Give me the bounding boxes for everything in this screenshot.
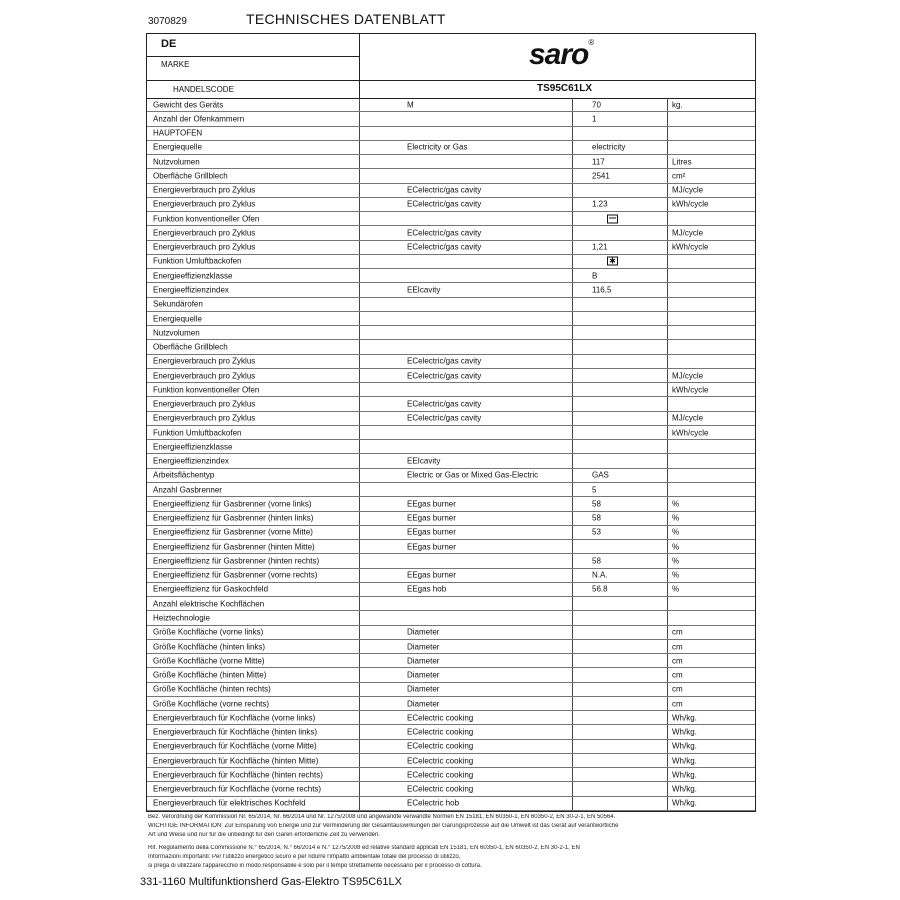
row-label: Funktion Umluftbackofen bbox=[153, 428, 242, 438]
row-description: Diameter bbox=[407, 627, 440, 637]
row-description: ECelectric/gas cavity bbox=[407, 228, 482, 238]
row-label: Anzahl elektrische Kochflächen bbox=[153, 599, 265, 609]
row-description: ECelectric hob bbox=[407, 798, 460, 808]
row-value: electricity bbox=[592, 142, 626, 152]
row-unit: Wh/kg. bbox=[672, 770, 697, 780]
row-value: 117 bbox=[592, 157, 605, 167]
row-description: M bbox=[407, 100, 414, 110]
row-unit: kWh/cycle bbox=[672, 242, 709, 252]
header-left-cell bbox=[147, 34, 360, 81]
table-row bbox=[147, 768, 755, 782]
row-label: Größe Kochfläche (hinten Mitte) bbox=[153, 670, 267, 680]
table-row bbox=[147, 740, 755, 754]
row-unit: Wh/kg. bbox=[672, 798, 697, 808]
row-value: B bbox=[592, 271, 598, 281]
row-description: ECelectric cooking bbox=[407, 727, 474, 737]
row-label: Energieeffizienzindex bbox=[153, 285, 229, 295]
table-row bbox=[147, 583, 755, 597]
table-row bbox=[147, 497, 755, 511]
table-row bbox=[147, 569, 755, 583]
row-label: Energieverbrauch pro Zyklus bbox=[153, 185, 256, 195]
table-row bbox=[147, 98, 755, 112]
row-unit: Wh/kg. bbox=[672, 713, 697, 723]
footnote-line: Rif. Regolamento della Commissione N.° 65/2014, N.° 66/2014 e N.° 1275/2008 ed relative standard applicati EN 15181, EN 60350-1, EN 60350-2, EN 30-2-1, EN bbox=[148, 845, 580, 851]
row-label: Energieeffizienz für Gasbrenner (vorne rechts) bbox=[153, 570, 318, 580]
row-description: EEgas burner bbox=[407, 513, 456, 523]
table-row bbox=[147, 668, 755, 682]
row-label: Funktion Umluftbackofen bbox=[153, 256, 242, 266]
row-label: Energieverbrauch für Kochfläche (hinten Mitte) bbox=[153, 756, 319, 766]
fan-oven-icon: ✱ bbox=[607, 257, 618, 266]
row-label: Größe Kochfläche (vorne links) bbox=[153, 627, 264, 637]
row-description: EEIcavity bbox=[407, 285, 441, 295]
row-unit: kWh/cycle bbox=[672, 385, 709, 395]
brand-label: MARKE bbox=[147, 56, 359, 69]
table-row bbox=[147, 597, 755, 611]
table-row bbox=[147, 255, 755, 269]
row-label: Energieeffizienzklasse bbox=[153, 271, 233, 281]
row-unit: cm bbox=[672, 699, 683, 709]
row-description: Diameter bbox=[407, 684, 440, 694]
row-description: ECelectric/gas cavity bbox=[407, 399, 482, 409]
row-unit: cm bbox=[672, 670, 683, 680]
row-unit: % bbox=[672, 513, 680, 523]
row-value: 1.23 bbox=[592, 199, 608, 209]
table-row bbox=[147, 312, 755, 326]
row-unit: % bbox=[672, 499, 680, 509]
table-row bbox=[147, 483, 755, 497]
row-value: GAS bbox=[592, 470, 609, 480]
table-row bbox=[147, 369, 755, 383]
row-unit: cm² bbox=[672, 171, 686, 181]
language-code: DE bbox=[161, 38, 177, 50]
row-label: Energieverbrauch für Kochfläche (vorne rechts) bbox=[153, 784, 322, 794]
row-label: Energieverbrauch für Kochfläche (vorne Mitte) bbox=[153, 741, 317, 751]
row-unit: % bbox=[672, 584, 680, 594]
row-description: ECelectric/gas cavity bbox=[407, 185, 482, 195]
row-label: Energieverbrauch pro Zyklus bbox=[153, 199, 256, 209]
row-value: 56.8 bbox=[592, 584, 608, 594]
row-unit: MJ/cycle bbox=[672, 228, 704, 238]
row-description: ECelectric/gas cavity bbox=[407, 356, 482, 366]
row-description: ECelectric cooking bbox=[407, 784, 474, 794]
row-unit: kWh/cycle bbox=[672, 199, 709, 209]
row-label: Oberfläche Grillblech bbox=[153, 171, 228, 181]
header-logo-cell bbox=[359, 34, 755, 81]
datasheet-table bbox=[146, 33, 756, 812]
row-label: Nutzvolumen bbox=[153, 157, 200, 167]
row-label: Energiequelle bbox=[153, 142, 202, 152]
row-label: Energieeffizienz für Gaskochfeld bbox=[153, 584, 269, 594]
row-unit: MJ/cycle bbox=[672, 371, 704, 381]
row-value: 53 bbox=[592, 527, 601, 537]
table-row bbox=[147, 725, 755, 739]
row-description: Electric or Gas or Mixed Gas-Electric bbox=[407, 470, 539, 480]
table-row bbox=[147, 540, 755, 554]
table-row bbox=[147, 782, 755, 796]
table-row bbox=[147, 269, 755, 283]
row-description: EEgas burner bbox=[407, 527, 456, 537]
row-unit: kg. bbox=[672, 100, 683, 110]
row-label: Energieverbrauch für Kochfläche (hinten rechts) bbox=[153, 770, 323, 780]
row-unit: Wh/kg. bbox=[672, 741, 697, 751]
footnote-line: Art und Weise und nur für die unbedingt für den Garen erforderliche Zeit zu verwenden. bbox=[148, 832, 381, 838]
row-label: Heiztechnologie bbox=[153, 613, 210, 623]
table-row bbox=[147, 397, 755, 411]
row-label: Energieverbrauch für Kochfläche (vorne links) bbox=[153, 713, 316, 723]
row-label: Energieverbrauch für Kochfläche (hinten links) bbox=[153, 727, 318, 737]
registered-mark-icon: ® bbox=[588, 38, 594, 47]
table-row bbox=[147, 754, 755, 768]
row-unit: MJ/cycle bbox=[672, 413, 704, 423]
row-label: Energieeffizienz für Gasbrenner (hinten links) bbox=[153, 513, 314, 523]
table-row bbox=[147, 797, 755, 811]
row-label: Energieeffizienz für Gasbrenner (hinten rechts) bbox=[153, 556, 320, 566]
row-label: Energiequelle bbox=[153, 314, 202, 324]
table-row bbox=[147, 383, 755, 397]
table-row bbox=[147, 184, 755, 198]
row-description: EEgas burner bbox=[407, 542, 456, 552]
row-value: 1 bbox=[592, 114, 597, 124]
row-description: Diameter bbox=[407, 670, 440, 680]
conventional-oven-icon bbox=[607, 214, 618, 223]
table-row bbox=[147, 141, 755, 155]
datasheet bbox=[140, 8, 760, 868]
row-unit: cm bbox=[672, 627, 683, 637]
table-row bbox=[147, 440, 755, 454]
row-label: Energieverbrauch pro Zyklus bbox=[153, 399, 256, 409]
table-row bbox=[147, 283, 755, 297]
row-unit: % bbox=[672, 556, 680, 566]
row-description: ECelectric/gas cavity bbox=[407, 371, 482, 381]
table-row bbox=[147, 554, 755, 568]
row-description: ECelectric/gas cavity bbox=[407, 413, 482, 423]
table-row bbox=[147, 697, 755, 711]
row-label: Größe Kochfläche (hinten links) bbox=[153, 642, 266, 651]
row-description: Diameter bbox=[407, 642, 440, 651]
row-label: Anzahl Gasbrenner bbox=[153, 485, 222, 495]
row-description: ECelectric cooking bbox=[407, 713, 474, 723]
row-unit: cm bbox=[672, 656, 683, 666]
row-label: Größe Kochfläche (vorne Mitte) bbox=[153, 656, 265, 666]
footnote-line: WICHTIGE INFORMATION: Zur Einsparung von Energie und zur Verminderung der Gesamtauswirkungen der Garungsprozesse auf die Umwelt ist das Gerät auf verantwortliche bbox=[148, 823, 619, 829]
row-label: Oberfläche Grillblech bbox=[153, 342, 228, 352]
row-unit: % bbox=[672, 570, 680, 580]
row-description: EEgas burner bbox=[407, 499, 456, 509]
data-grid bbox=[147, 98, 755, 811]
footnote-line: Informazioni importanti: Per l'utilizzo energetico sicuro e per ridurre l'impatto ambientale totale del processo di utilizzo, bbox=[148, 854, 461, 860]
row-value: 58 bbox=[592, 513, 601, 523]
row-label: Gewicht des Geräts bbox=[153, 100, 224, 110]
row-unit: Wh/kg. bbox=[672, 727, 697, 737]
row-description: ECelectric cooking bbox=[407, 770, 474, 780]
row-label: HAUPTOFEN bbox=[153, 128, 203, 138]
row-description: Electricity or Gas bbox=[407, 142, 468, 152]
row-unit: cm bbox=[672, 642, 683, 651]
table-row bbox=[147, 298, 755, 312]
table-row bbox=[147, 169, 755, 183]
row-unit: Wh/kg. bbox=[672, 756, 697, 766]
row-label: Energieeffizienz für Gasbrenner (hinten Mitte) bbox=[153, 542, 315, 552]
row-value: N.A. bbox=[592, 570, 608, 580]
row-description: ECelectric cooking bbox=[407, 756, 474, 766]
table-row bbox=[147, 611, 755, 625]
row-description: EEgas burner bbox=[407, 570, 456, 580]
table-row bbox=[147, 198, 755, 212]
row-description: ECelectric cooking bbox=[407, 741, 474, 751]
model-code: TS95C61LX bbox=[537, 83, 593, 94]
row-value: 116,5 bbox=[592, 285, 612, 295]
row-label: Energieeffizienzindex bbox=[153, 456, 229, 466]
row-unit: Litres bbox=[672, 157, 692, 167]
row-label: Arbeitsflächentyp bbox=[153, 470, 215, 480]
row-description: EEgas hob bbox=[407, 584, 447, 594]
table-row bbox=[147, 340, 755, 354]
row-label: Energieeffizienzklasse bbox=[153, 442, 233, 452]
row-description: EEIcavity bbox=[407, 456, 441, 466]
table-row bbox=[147, 426, 755, 440]
row-unit: % bbox=[672, 527, 680, 537]
document-code: 3070829 bbox=[148, 16, 187, 27]
row-value: 70 bbox=[592, 100, 601, 110]
row-label: Nutzvolumen bbox=[153, 328, 200, 338]
table-row bbox=[147, 226, 755, 240]
saro-logo bbox=[529, 38, 593, 72]
logo-text: saro bbox=[529, 38, 589, 71]
document-title: TECHNISCHES DATENBLATT bbox=[246, 11, 446, 27]
row-description: ECelectric/gas cavity bbox=[407, 199, 482, 209]
row-value: 58 bbox=[592, 499, 601, 509]
row-label: Größe Kochfläche (vorne rechts) bbox=[153, 699, 270, 709]
table-row bbox=[147, 241, 755, 255]
footnote-line: si prega di utilizzare l'apparecchio in modo responsabile e solo per il tempo strettamente necessario per il processo di cottura. bbox=[148, 863, 482, 869]
table-row bbox=[147, 326, 755, 340]
row-label: Energieverbrauch pro Zyklus bbox=[153, 228, 256, 238]
row-label: Funktion konventioneller Ofen bbox=[153, 214, 260, 224]
table-row bbox=[147, 127, 755, 141]
row-value: 5 bbox=[592, 485, 597, 495]
row-value: 58 bbox=[592, 556, 601, 566]
row-unit: kWh/cycle bbox=[672, 428, 709, 438]
row-description: Diameter bbox=[407, 656, 440, 666]
table-row bbox=[147, 455, 755, 469]
table-row bbox=[147, 469, 755, 483]
row-label: Anzahl der Ofenkammern bbox=[153, 114, 245, 124]
row-label: Energieverbrauch pro Zyklus bbox=[153, 371, 256, 381]
row-label: Energieverbrauch pro Zyklus bbox=[153, 242, 256, 252]
table-row bbox=[147, 412, 755, 426]
row-label: Energieeffizienz für Gasbrenner (vorne Mitte) bbox=[153, 527, 313, 537]
table-row bbox=[147, 654, 755, 668]
table-row bbox=[147, 512, 755, 526]
row-unit: % bbox=[672, 542, 680, 552]
row-label: Sekundärofen bbox=[153, 299, 203, 309]
table-row bbox=[147, 683, 755, 697]
page-caption: 331-1160 Multifunktionsherd Gas-Elektro TS95C61LX bbox=[140, 876, 402, 888]
row-unit: MJ/cycle bbox=[672, 185, 704, 195]
trade-code-label: HANDELSCODE bbox=[173, 85, 234, 94]
row-value: 2541 bbox=[592, 171, 610, 181]
row-label: Funktion konventioneller Ofen bbox=[153, 385, 260, 395]
table-row bbox=[147, 112, 755, 126]
row-description: Diameter bbox=[407, 699, 440, 709]
table-row bbox=[147, 155, 755, 169]
table-row bbox=[147, 526, 755, 540]
row-unit: cm bbox=[672, 684, 683, 694]
table-row bbox=[147, 212, 755, 226]
table-row bbox=[147, 626, 755, 640]
row-unit: Wh/kg. bbox=[672, 784, 697, 794]
table-row bbox=[147, 711, 755, 725]
row-label: Energieverbrauch für elektrisches Kochfeld bbox=[153, 798, 306, 808]
row-label: Energieverbrauch pro Zyklus bbox=[153, 413, 256, 423]
trade-code-row bbox=[147, 80, 755, 99]
table-row bbox=[147, 640, 755, 654]
row-label: Energieverbrauch pro Zyklus bbox=[153, 356, 256, 366]
row-label: Energieeffizienz für Gasbrenner (vorne links) bbox=[153, 499, 312, 509]
row-description: ECelectric/gas cavity bbox=[407, 242, 482, 252]
column-divider bbox=[359, 80, 360, 98]
row-value: 1,21 bbox=[592, 242, 608, 252]
row-label: Größe Kochfläche (hinten rechts) bbox=[153, 684, 271, 694]
table-row bbox=[147, 355, 755, 369]
footnote-line: Bez. Verordnung der Kommission Nr. 65/2014, Nr. 66/2014 und Nr. 1275/2008 und angewandte verwandte Normen EN 15181, EN 60350-1, EN 60350-2, EN 30-2-1, EN 50564. bbox=[148, 814, 616, 820]
